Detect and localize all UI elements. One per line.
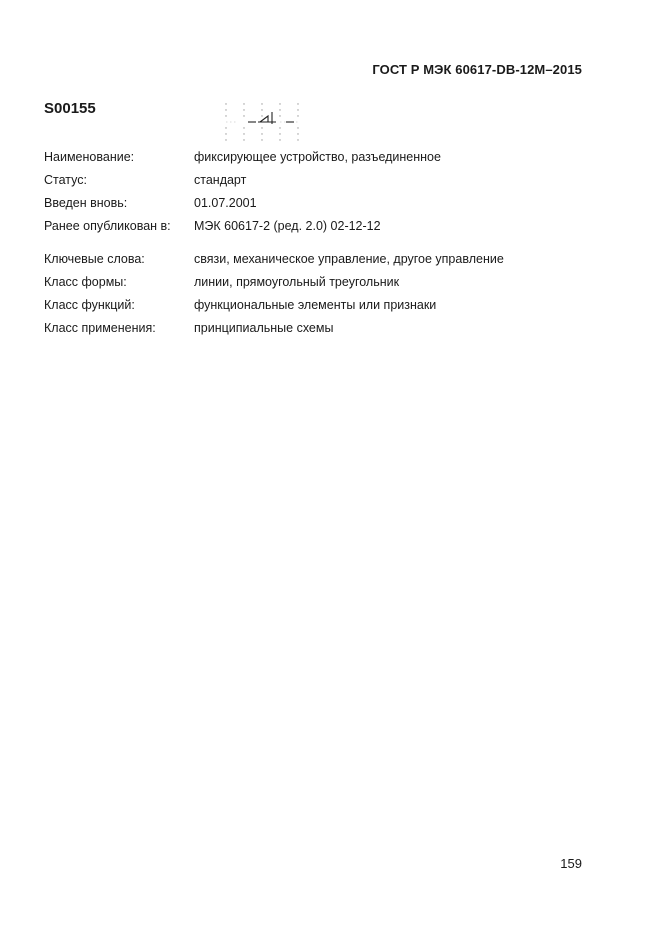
symbol-id: S00155 (44, 100, 96, 117)
field-value-introduced: 01.07.2001 (194, 196, 257, 210)
field-label-shape-class: Класс формы: (44, 275, 127, 289)
field-value-shape-class: линии, прямоугольный треугольник (194, 275, 400, 289)
field-label-status: Статус: (44, 173, 87, 187)
field-label-previously-published: Ранее опубликован в: (44, 219, 171, 233)
symbol-graphic (224, 102, 302, 142)
field-label-application-class: Класс применения: (44, 321, 156, 335)
field-value-application-class: принципиальные схемы (194, 321, 334, 335)
field-label-keywords: Ключевые слова: (44, 252, 145, 266)
field-label-function-class: Класс функций: (44, 298, 135, 312)
page-number: 159 (560, 856, 582, 871)
field-label-name: Наименование: (44, 150, 135, 164)
document-header: ГОСТ Р МЭК 60617-DB-12М–2015 (372, 62, 582, 77)
field-value-previously-published: МЭК 60617-2 (ред. 2.0) 02-12-12 (194, 219, 381, 233)
latch-symbol-strokes (248, 112, 294, 124)
field-value-status: стандарт (194, 173, 247, 187)
field-value-name: фиксирующее устройство, разъединенное (194, 150, 441, 164)
field-value-keywords: связи, механическое управление, другое управление (194, 252, 504, 266)
field-value-function-class: функциональные элементы или признаки (194, 298, 437, 312)
field-label-introduced: Введен вновь: (44, 196, 128, 210)
